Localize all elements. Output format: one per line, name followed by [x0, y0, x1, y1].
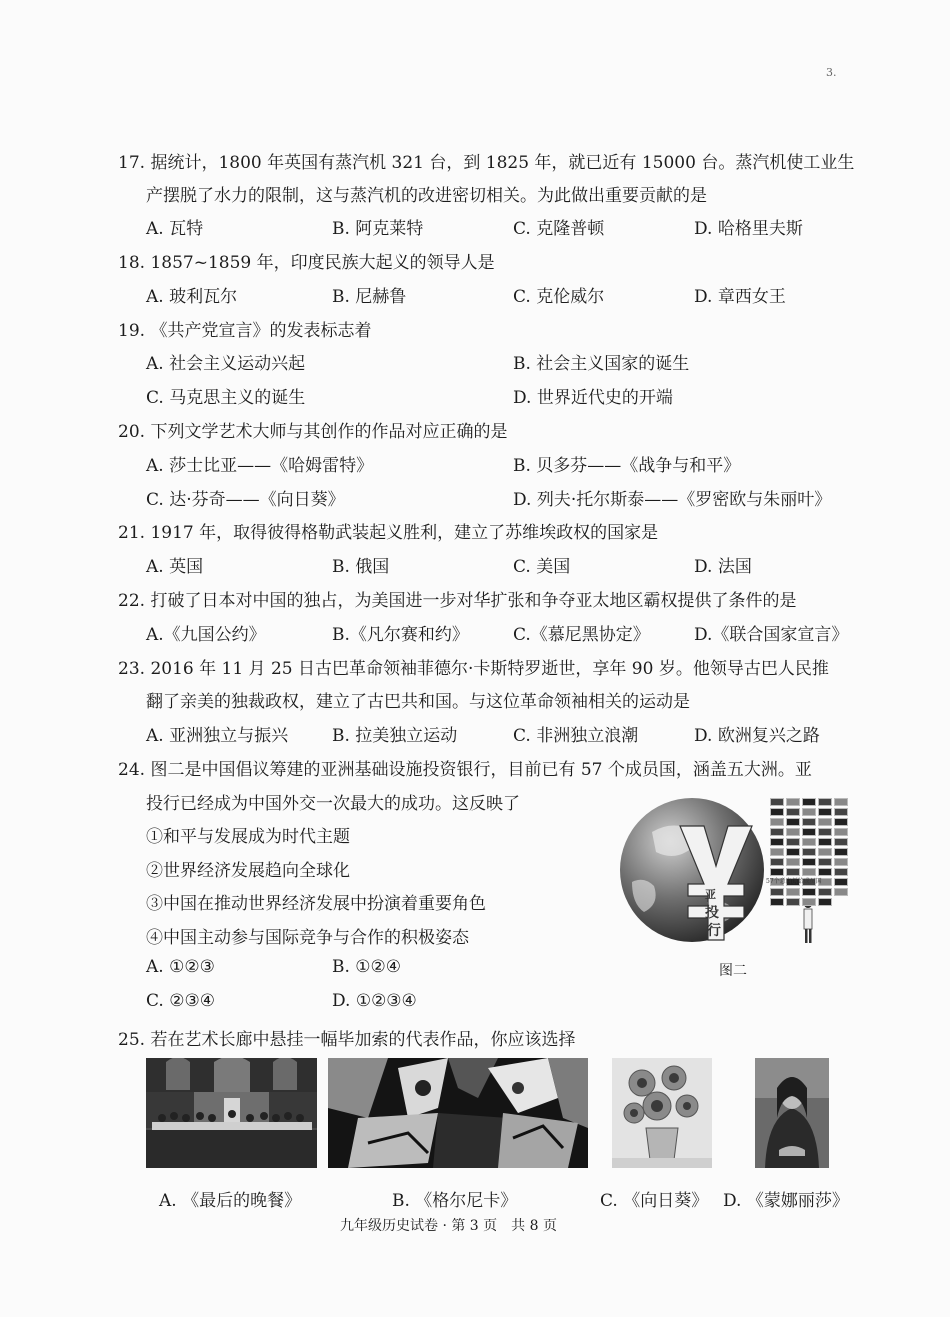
member-flag-icon: [818, 888, 832, 896]
member-flag-icon: [802, 898, 816, 906]
member-flag-icon: [818, 798, 832, 806]
member-flag-icon: [818, 868, 832, 876]
question-18-option-d[interactable]: D. 章西女王: [694, 287, 786, 307]
member-flag-icon: [802, 868, 816, 876]
question-17-option-d[interactable]: D. 哈格里夫斯: [694, 219, 803, 239]
question-18-option-b[interactable]: B. 尼赫鲁: [332, 287, 407, 307]
question-21-option-b[interactable]: B. 俄国: [332, 557, 390, 577]
member-flag-icon: [770, 858, 784, 866]
painting-sunflowers-image[interactable]: [612, 1058, 712, 1168]
member-flag-icon: [802, 848, 816, 856]
member-flag-icon: [818, 808, 832, 816]
member-flag-icon: [786, 798, 800, 806]
member-flag-icon: [770, 798, 784, 806]
question-23-option-c[interactable]: C. 非洲独立浪潮: [513, 726, 639, 746]
member-flag-icon: [786, 888, 800, 896]
member-flag-icon: [834, 848, 848, 856]
member-flag-icon: [786, 838, 800, 846]
logo-char-3: 行: [707, 923, 721, 939]
question-20-option-a[interactable]: A. 莎士比亚——《哈姆雷特》: [146, 456, 374, 476]
member-flag-icon: [770, 808, 784, 816]
logo-char-1: 亚: [705, 888, 716, 901]
question-23-option-b[interactable]: B. 拉美独立运动: [332, 726, 458, 746]
question-22-option-c[interactable]: C.《慕尼黑协定》: [513, 625, 650, 645]
question-25-option-d[interactable]: D. 《蒙娜丽莎》: [723, 1191, 849, 1211]
member-flag-icon: [786, 868, 800, 876]
question-19-stem: 19. 《共产党宣言》的发表标志着: [118, 321, 372, 341]
member-flag-icon: [818, 818, 832, 826]
member-flag-icon: [786, 898, 800, 906]
member-flag-icon: [802, 858, 816, 866]
question-25-option-a[interactable]: A. 《最后的晚餐》: [159, 1191, 302, 1211]
member-flag-icon: [786, 808, 800, 816]
question-25-option-b[interactable]: B. 《格尔尼卡》: [392, 1191, 518, 1211]
question-17-stem: 17. 据统计，1800 年英国有蒸汽机 321 台，到 1825 年，就已近有 15000 台。蒸汽机使工业生: [118, 153, 855, 173]
member-flag-icon: [770, 898, 784, 906]
question-20-option-c[interactable]: C. 达·芬奇——《向日葵》: [146, 490, 345, 510]
member-flag-icon: [802, 798, 816, 806]
member-flag-icon: [786, 848, 800, 856]
question-24-option-a[interactable]: A. ①②③: [146, 957, 215, 977]
question-18-option-c[interactable]: C. 克伦威尔: [513, 287, 605, 307]
question-20-option-d[interactable]: D. 列夫·托尔斯泰——《罗密欧与朱丽叶》: [513, 490, 832, 510]
member-flag-icon: [786, 818, 800, 826]
question-22-option-b[interactable]: B.《凡尔赛和约》: [332, 625, 469, 645]
member-count-text: 57个意向创始成员国: [766, 878, 822, 885]
question-21-option-c[interactable]: C. 美国: [513, 557, 571, 577]
member-flag-icon: [770, 818, 784, 826]
member-flag-icon: [834, 868, 848, 876]
member-flag-icon: [818, 828, 832, 836]
question-24-item-4: ④中国主动参与国际竞争与合作的积极姿态: [146, 928, 469, 948]
question-24-item-2: ②世界经济发展趋向全球化: [146, 861, 350, 881]
member-flag-icon: [834, 808, 848, 816]
question-22-option-a[interactable]: A.《九国公约》: [146, 625, 266, 645]
question-21-stem: 21. 1917 年，取得彼得格勒武装起义胜利，建立了苏维埃政权的国家是: [118, 523, 659, 543]
member-flag-icon: [786, 858, 800, 866]
question-23-stem: 23. 2016 年 11 月 25 日古巴革命领袖菲德尔·卡斯特罗逝世，享年 90 岁。他领导古巴人民推: [118, 659, 829, 679]
question-20-option-b[interactable]: B. 贝多芬——《战争与和平》: [513, 456, 741, 476]
member-flag-icon: [834, 838, 848, 846]
member-flag-icon: [834, 858, 848, 866]
page-footer: 九年级历史试卷 · 第 3 页 共 8 页: [340, 1218, 557, 1234]
member-flag-icon: [834, 798, 848, 806]
member-flag-icon: [770, 888, 784, 896]
member-flag-icon: [818, 838, 832, 846]
member-flag-icon: [802, 818, 816, 826]
painting-mona-lisa-image[interactable]: [755, 1058, 829, 1168]
question-24-stem: 24. 图二是中国倡议筹建的亚洲基础设施投资银行，目前已有 57 个成员国，涵盖五大洲。亚: [118, 760, 812, 780]
question-22-option-d[interactable]: D.《联合国家宣言》: [694, 625, 849, 645]
member-flag-icon: [802, 828, 816, 836]
member-flag-icon: [818, 848, 832, 856]
question-17-option-a[interactable]: A. 瓦特: [146, 219, 204, 239]
question-24-option-c[interactable]: C. ②③④: [146, 991, 215, 1011]
question-19-option-a[interactable]: A. 社会主义运动兴起: [146, 354, 306, 374]
painting-guernica-image[interactable]: [328, 1058, 588, 1168]
question-21-option-a[interactable]: A. 英国: [146, 557, 204, 577]
member-flag-icon: [834, 878, 848, 886]
member-flag-icon: [802, 838, 816, 846]
member-flag-icon: [770, 828, 784, 836]
question-18-stem: 18. 1857~1859 年，印度民族大起义的领导人是: [118, 253, 495, 273]
member-flag-icon: [818, 858, 832, 866]
page-corner-mark: 3.: [826, 66, 837, 79]
figure-2-aiib-image: [612, 792, 856, 954]
question-22-stem: 22. 打破了日本对中国的独占，为美国进一步对华扩张和争夺亚太地区霸权提供了条件的是: [118, 591, 797, 611]
question-24-option-d[interactable]: D. ①②③④: [332, 991, 417, 1011]
member-flag-icon: [834, 818, 848, 826]
question-19-option-d[interactable]: D. 世界近代史的开端: [513, 388, 673, 408]
question-24-stem-continued: 投行已经成为中国外交一次最大的成功。这反映了: [146, 794, 520, 814]
member-flag-icon: [818, 898, 832, 906]
member-flag-icon: [770, 868, 784, 876]
question-19-option-b[interactable]: B. 社会主义国家的诞生: [513, 354, 690, 374]
question-23-option-a[interactable]: A. 亚洲独立与振兴: [146, 726, 289, 746]
member-flag-icon: [786, 828, 800, 836]
question-17-option-c[interactable]: C. 克隆普顿: [513, 219, 605, 239]
question-24-option-b[interactable]: B. ①②④: [332, 957, 402, 977]
question-23-stem-continued: 翻了亲美的独裁政权，建立了古巴共和国。与这位革命领袖相关的运动是: [146, 692, 690, 712]
question-20-stem: 20. 下列文学艺术大师与其创作的作品对应正确的是: [118, 422, 508, 442]
question-24-item-1: ①和平与发展成为时代主题: [146, 827, 350, 847]
member-flag-icon: [802, 888, 816, 896]
member-flag-icon: [770, 848, 784, 856]
figure-2-caption: 图二: [719, 963, 747, 979]
question-17-stem-continued: 产摆脱了水力的限制，这与蒸汽机的改进密切相关。为此做出重要贡献的是: [146, 186, 707, 206]
member-flag-icon: [834, 888, 848, 896]
question-23-option-d[interactable]: D. 欧洲复兴之路: [694, 726, 820, 746]
question-21-option-d[interactable]: D. 法国: [694, 557, 752, 577]
member-flag-icon: [802, 808, 816, 816]
question-17-option-b[interactable]: B. 阿克莱特: [332, 219, 424, 239]
question-25-option-c[interactable]: C. 《向日葵》: [600, 1191, 709, 1211]
question-19-option-c[interactable]: C. 马克思主义的诞生: [146, 388, 306, 408]
question-24-item-3: ③中国在推动世界经济发展中扮演着重要角色: [146, 894, 486, 914]
painting-last-supper-image[interactable]: [146, 1058, 317, 1168]
member-flags-grid: [770, 798, 854, 874]
question-18-option-a[interactable]: A. 玻利瓦尔: [146, 287, 238, 307]
member-flag-icon: [770, 838, 784, 846]
member-flag-icon: [834, 828, 848, 836]
question-25-stem: 25. 若在艺术长廊中悬挂一幅毕加索的代表作品，你应该选择: [118, 1030, 576, 1050]
logo-char-2: 投: [705, 905, 719, 921]
